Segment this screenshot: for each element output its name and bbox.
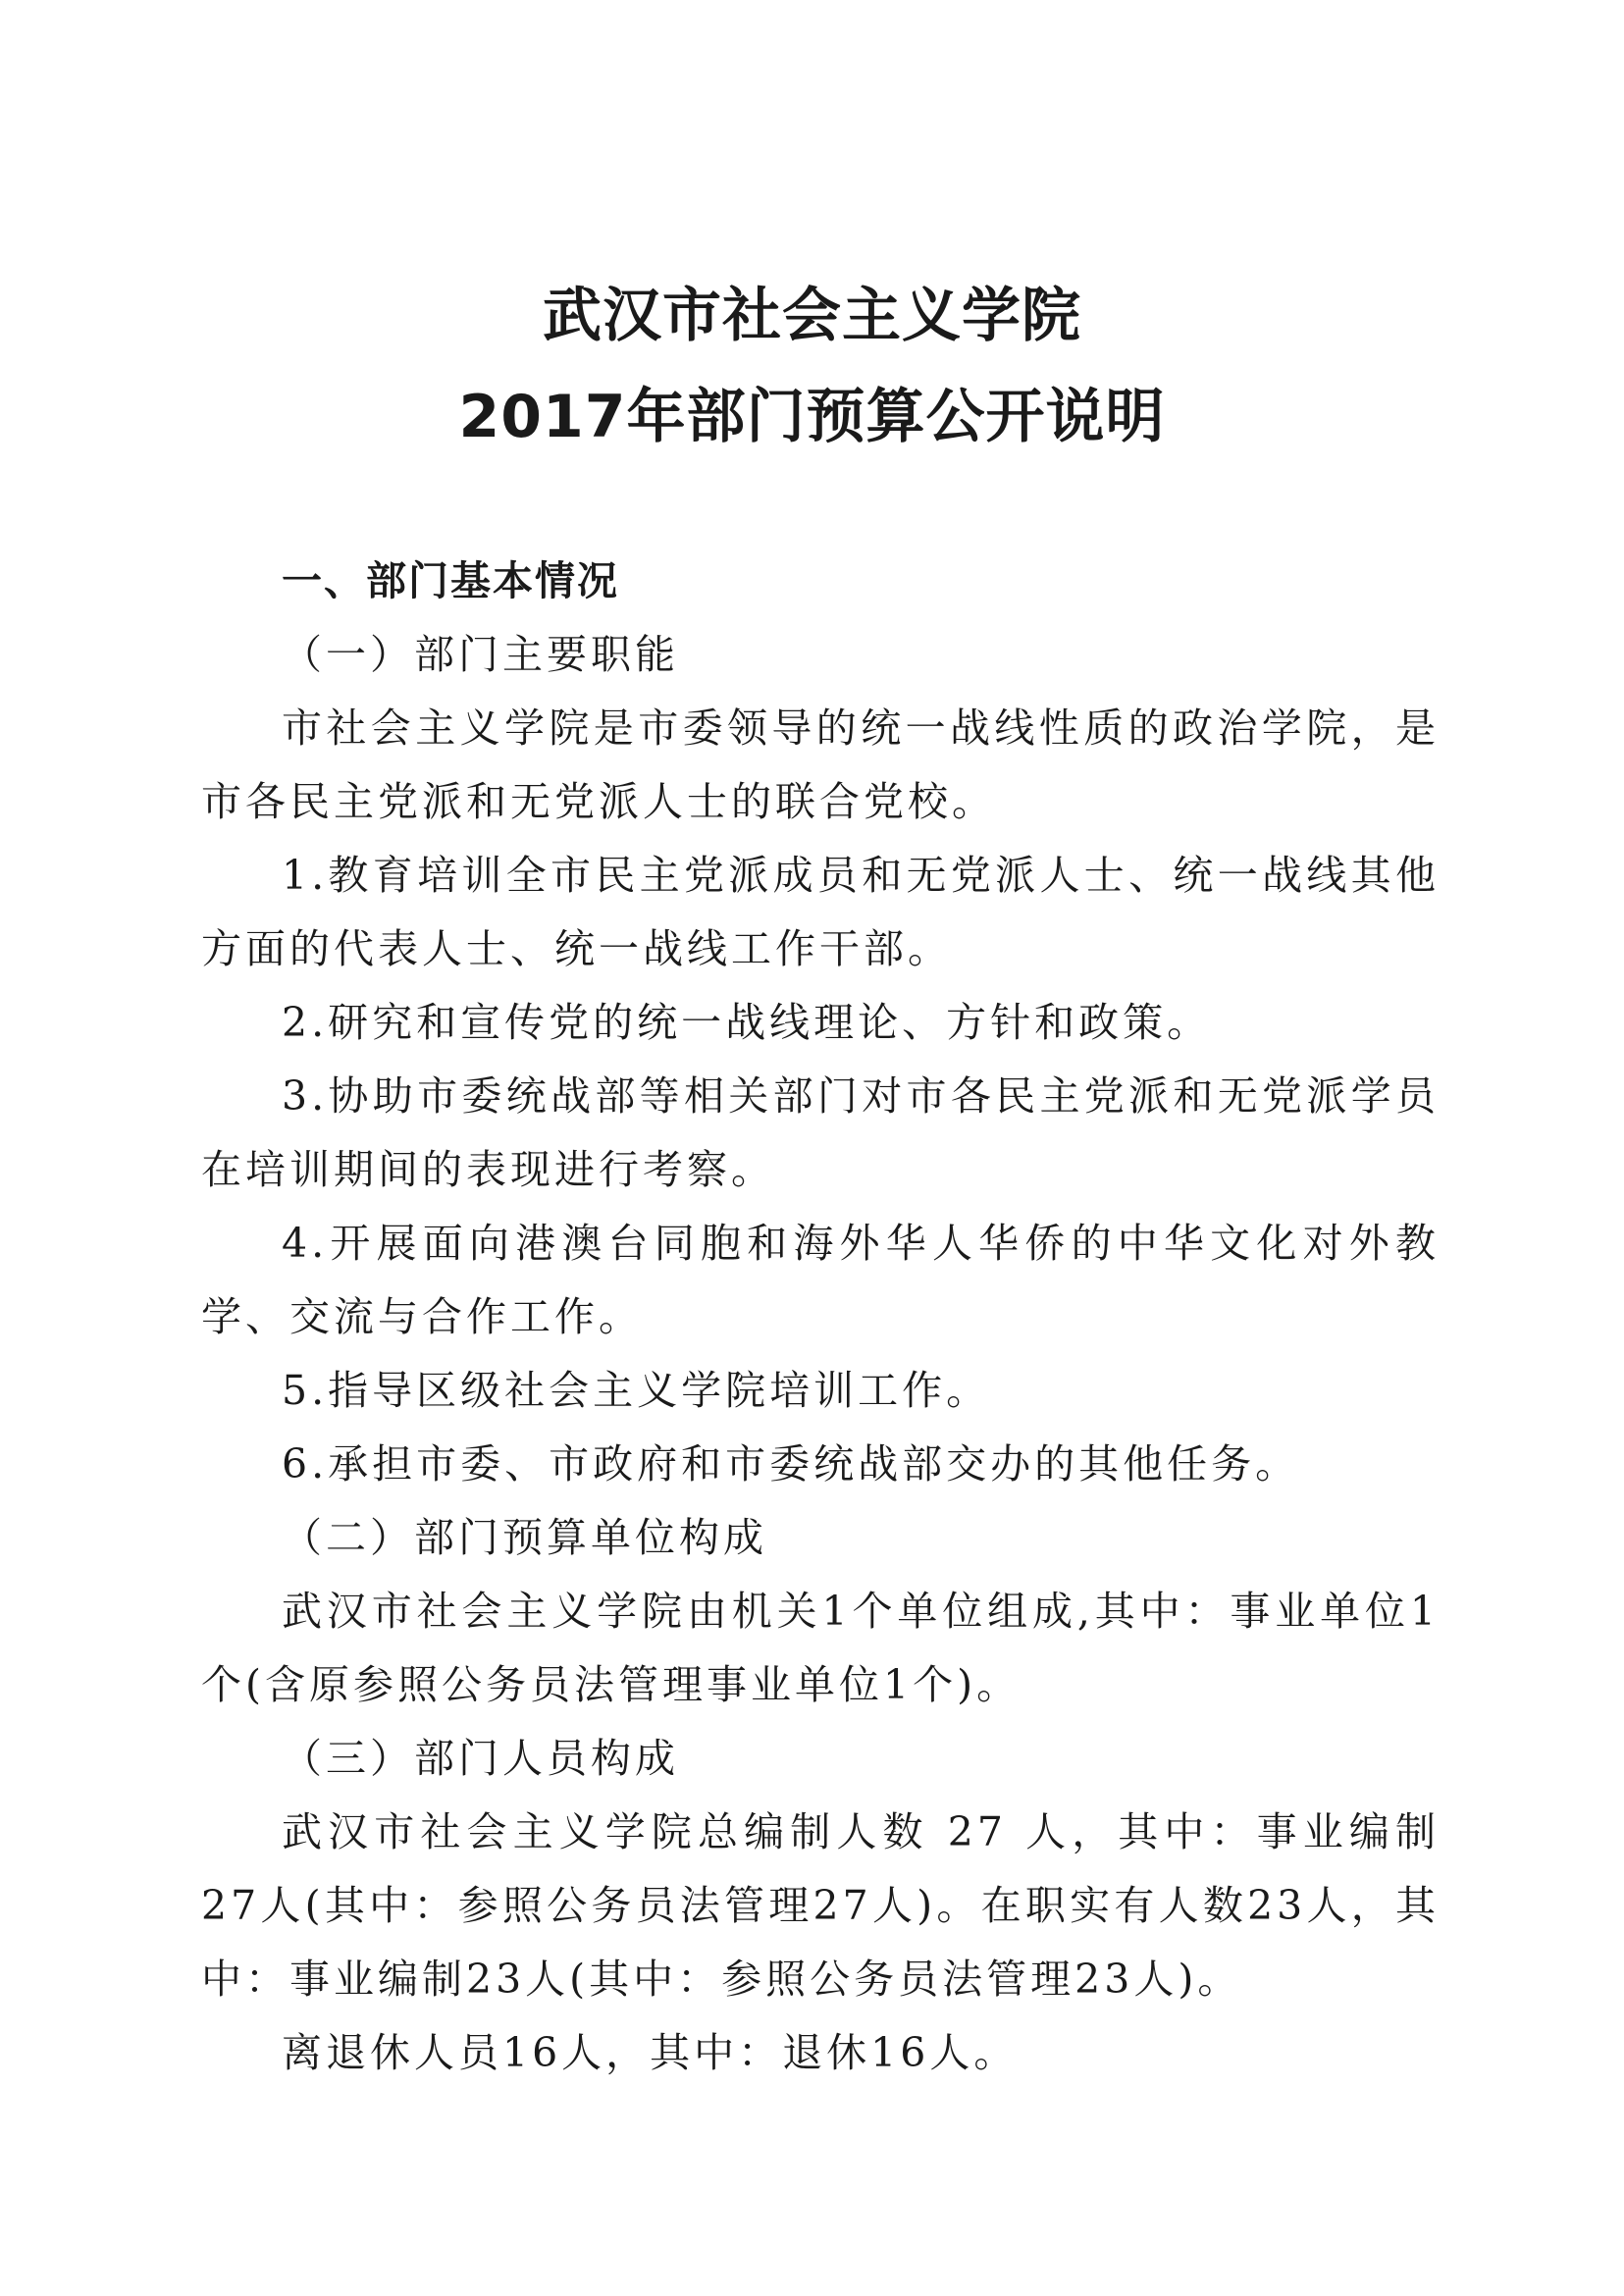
subsection-heading-units: （二）部门预算单位构成: [282, 1514, 767, 1561]
paragraph-units: 武汉市社会主义学院由机关1个单位组成,其中：事业单位1个(含原参照公务员法管理事业单位1个)。: [201, 1588, 1440, 1708]
paragraph-retired: 离退休人员16人，其中：退休16人。: [282, 2029, 1019, 2076]
duty-item-4: 4.开展面向港澳台同胞和海外华人华侨的中华文化对外教学、交流与合作工作。: [201, 1220, 1440, 1340]
paragraph-intro: 市社会主义学院是市委领导的统一战线性质的政治学院，是市各民主党派和无党派人士的联合党校。: [201, 704, 1440, 825]
subsection-heading-staff: （三）部门人员构成: [282, 1735, 679, 1782]
paragraph-staff: 武汉市社会主义学院总编制人数 27 人，其中：事业编制 27人(其中：参照公务员法管理27人)。在职实有人数23人，其中：事业编制23人(其中：参照公务员法管理23人)。: [201, 1808, 1440, 2003]
duty-item-6: 6.承担市委、市政府和市委统战部交办的其他任务。: [282, 1440, 1300, 1487]
document-title-line2: 2017年部门预算公开说明: [458, 383, 1166, 451]
duty-item-2: 2.研究和宣传党的统一战线理论、方针和政策。: [282, 999, 1212, 1046]
document-body: [201, 545, 1440, 2090]
duty-item-1: 1.教育培训全市民主党派成员和无党派人士、统一战线其他方面的代表人士、统一战线工作干部。: [201, 852, 1440, 972]
section-heading-basic-info: 一、部门基本情况: [282, 557, 619, 604]
duty-item-5: 5.指导区级社会主义学院培训工作。: [282, 1367, 991, 1414]
document-title-line1: 武汉市社会主义学院: [543, 282, 1081, 350]
subsection-heading-functions: （一）部门主要职能: [282, 631, 679, 678]
duty-item-3: 3.协助市委统战部等相关部门对市各民主党派和无党派学员在培训期间的表现进行考察。: [201, 1072, 1440, 1193]
